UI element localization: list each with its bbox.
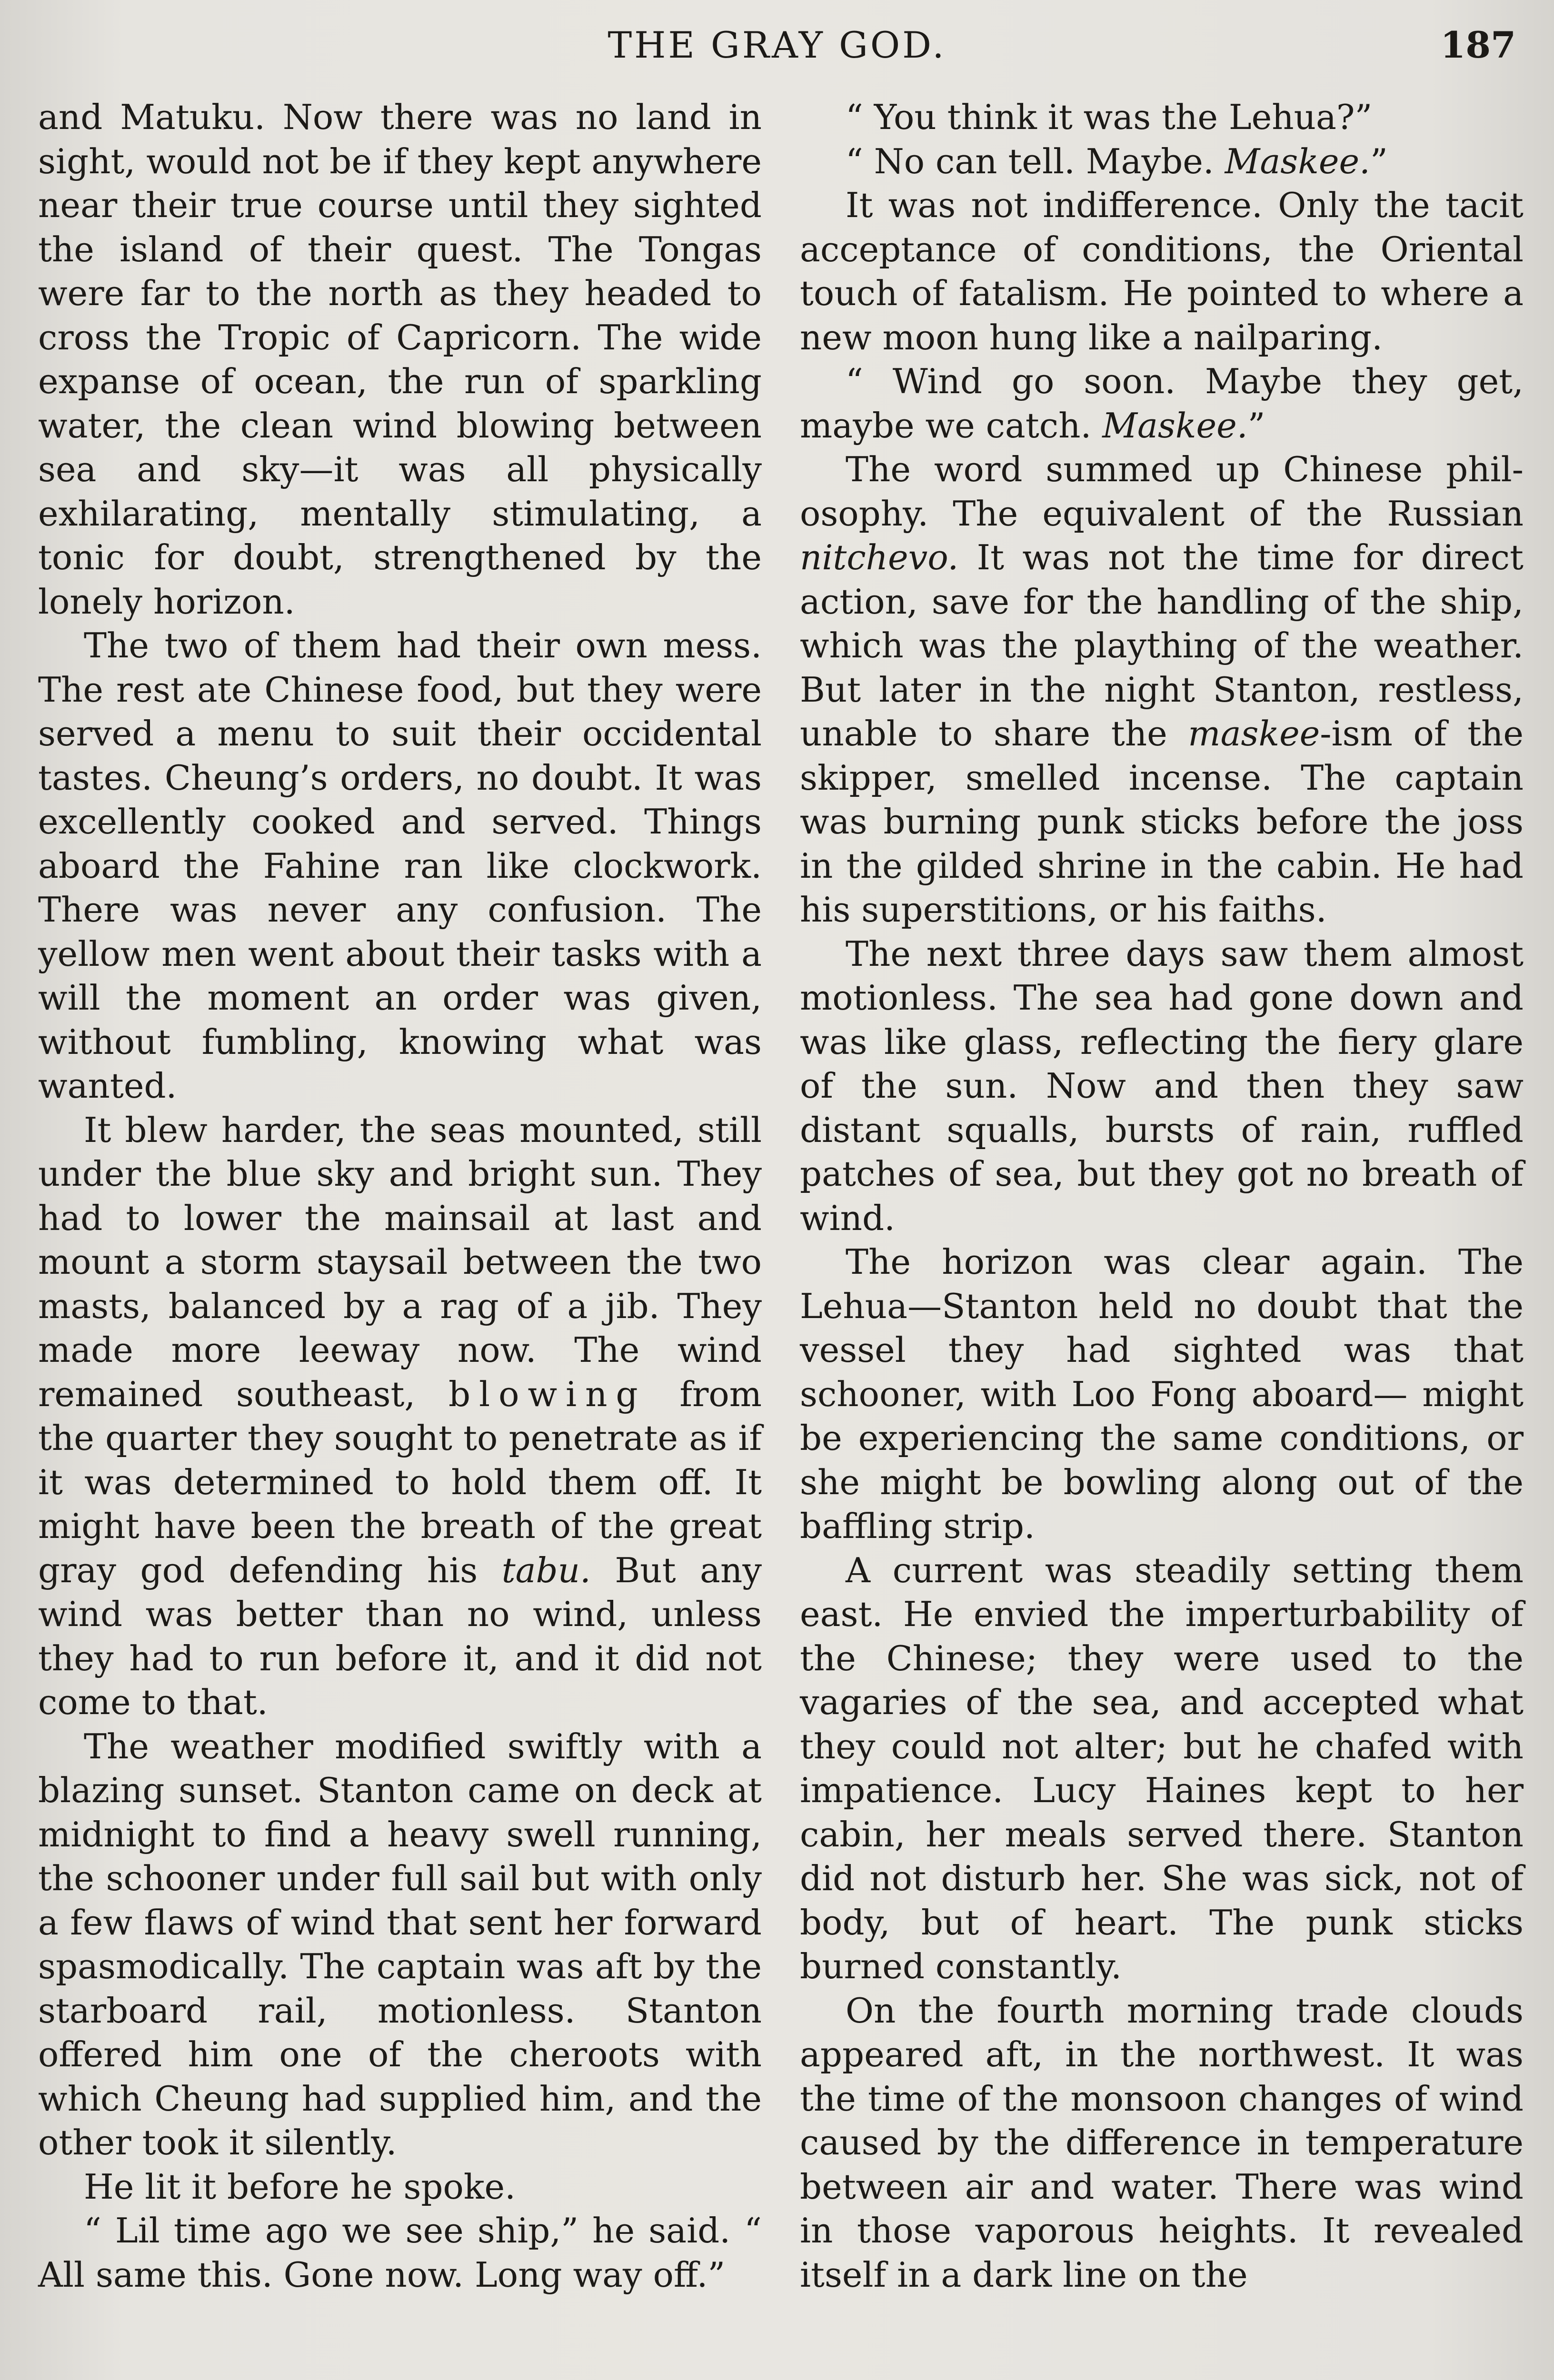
text-run: It blew harder, the seas mounted, still under the blue sky and bright sun. They had to lower the mainsail at last and mount a storm staysail between the two masts, balanced by a rag of a jib. They made more leeway now. The wind remained southeast, xyxy=(38,1110,762,1414)
paragraph: The next three days saw them almost motionless. The sea had gone down and was like glass, reflecting the fiery glare of the sun. Now and then they saw distant squalls, bursts of rain, ruffled patches of sea, but they got no breath of wind. xyxy=(800,933,1524,1238)
letterspaced-word: blowing xyxy=(448,1374,647,1414)
page-number: 187 xyxy=(1440,24,1516,66)
text-run: “ No can tell. Maybe. xyxy=(846,141,1214,181)
text-run: ” xyxy=(1247,405,1265,446)
text-run: The word summed up Chinese philosophy. The equivalent of the Russian xyxy=(800,449,1524,534)
left-column xyxy=(38,95,762,2297)
paragraph: and Matuku. Now there was no land in sight, would not be if they kept anywhere near their true course until they sighted the island of their quest. The Tongas were far to the north as they headed to cross the Tropic of Capricorn. The wide expanse of ocean, the run of sparkling water, the clean wind blowing between sea and sky—it was all physically exhilarating, mentally stimulating, a tonic for doubt, strengthened by the lonely horizon. xyxy=(38,97,762,622)
paragraph: The horizon was clear again. The Lehua—Stanton held no doubt that the vessel they had sighted was that schooner, with Loo Fong aboard— might be experiencing the same conditions, or she might be bowling along out of the baffling strip. xyxy=(800,1242,1524,1546)
text-run: It was not the time for direct action, save for the handling of the ship, which was the plaything of the weather. But later in the night Stanton, restless, unable to share the xyxy=(800,537,1524,754)
paragraph xyxy=(800,139,1524,184)
italic-word: tabu. xyxy=(501,1550,591,1590)
running-head xyxy=(38,19,1516,71)
paragraph: He lit it before he spoke. xyxy=(84,2166,516,2207)
paragraph: It was not indifference. Only the tacit acceptance of conditions, the Oriental touch of fatalism. He pointed to where a new moon hung like a nailparing. xyxy=(800,185,1524,357)
right-column xyxy=(800,95,1524,2297)
paragraph xyxy=(38,1108,762,1725)
text-run: from the quarter they sought to penetrate as if it was determined to hold them off. It might have been the breath of the great gray god defending his xyxy=(38,1374,762,1590)
italic-word: nitchevo. xyxy=(800,537,959,577)
paragraph: A current was steadily setting them east. He envied the imperturbability of the Chinese; they were used to the vagaries of the sea, and accepted what they could not alter; but he chafed with impatience. Lucy Haines kept to her cabin, her meals served there. Stanton did not disturb her. She was sick, not of body, but of heart. The punk sticks burned constantly. xyxy=(800,1550,1524,1986)
italic-word: Maskee. xyxy=(1102,405,1248,446)
paragraph: “ You think it was the Lehua?” xyxy=(846,97,1373,137)
text-run: But any wind was better than no wind, unless they had to run before it, and it did not come to that. xyxy=(38,1550,762,1722)
italic-word: Maskee. xyxy=(1225,141,1370,181)
text-run: ” xyxy=(1370,141,1388,181)
paragraph xyxy=(800,359,1524,447)
italic-word: maskee xyxy=(1188,714,1320,754)
paragraph: “ Lil time ago we see ship,” he said. “ All same this. Gone now. Long way off.” xyxy=(38,2211,762,2295)
running-title: THE GRAY GOD. xyxy=(608,24,946,66)
text-run: “ Wind go soon. Maybe they get, maybe we catch. xyxy=(800,361,1524,446)
paragraph: The two of them had their own mess. The rest ate Chinese food, but they were served a menu to suit their occidental tastes. Cheung’s orders, no doubt. It was excellently cooked and served. Things aboard the Fahine ran like clockwork. There was never any confusion. The yellow men went about their tasks with a will the moment an order was given, without fumbling, knowing what was wanted. xyxy=(38,625,762,1106)
text-run: -ism of the skipper, smelled incense. The captain was burning punk sticks before the joss in the gilded shrine in the cabin. He had his superstitions, or his faiths. xyxy=(800,714,1524,930)
paragraph: On the fourth morning trade clouds appeared aft, in the northwest. It was the time of the monsoon changes of wind caused by the difference in temperature between air and water. There was wind in those vaporous heights. It revealed itself in a dark line on the xyxy=(800,1990,1524,2295)
paragraph: The weather modified swiftly with a blazing sunset. Stanton came on deck at midnight to find a heavy swell running, the schooner under full sail but with only a few flaws of wind that sent her forward spasmodically. The captain was aft by the starboard rail, motionless. Stanton offered him one of the cheroots with which Cheung had supplied him, and the other took it silently. xyxy=(38,1726,762,2162)
paragraph xyxy=(800,447,1524,932)
